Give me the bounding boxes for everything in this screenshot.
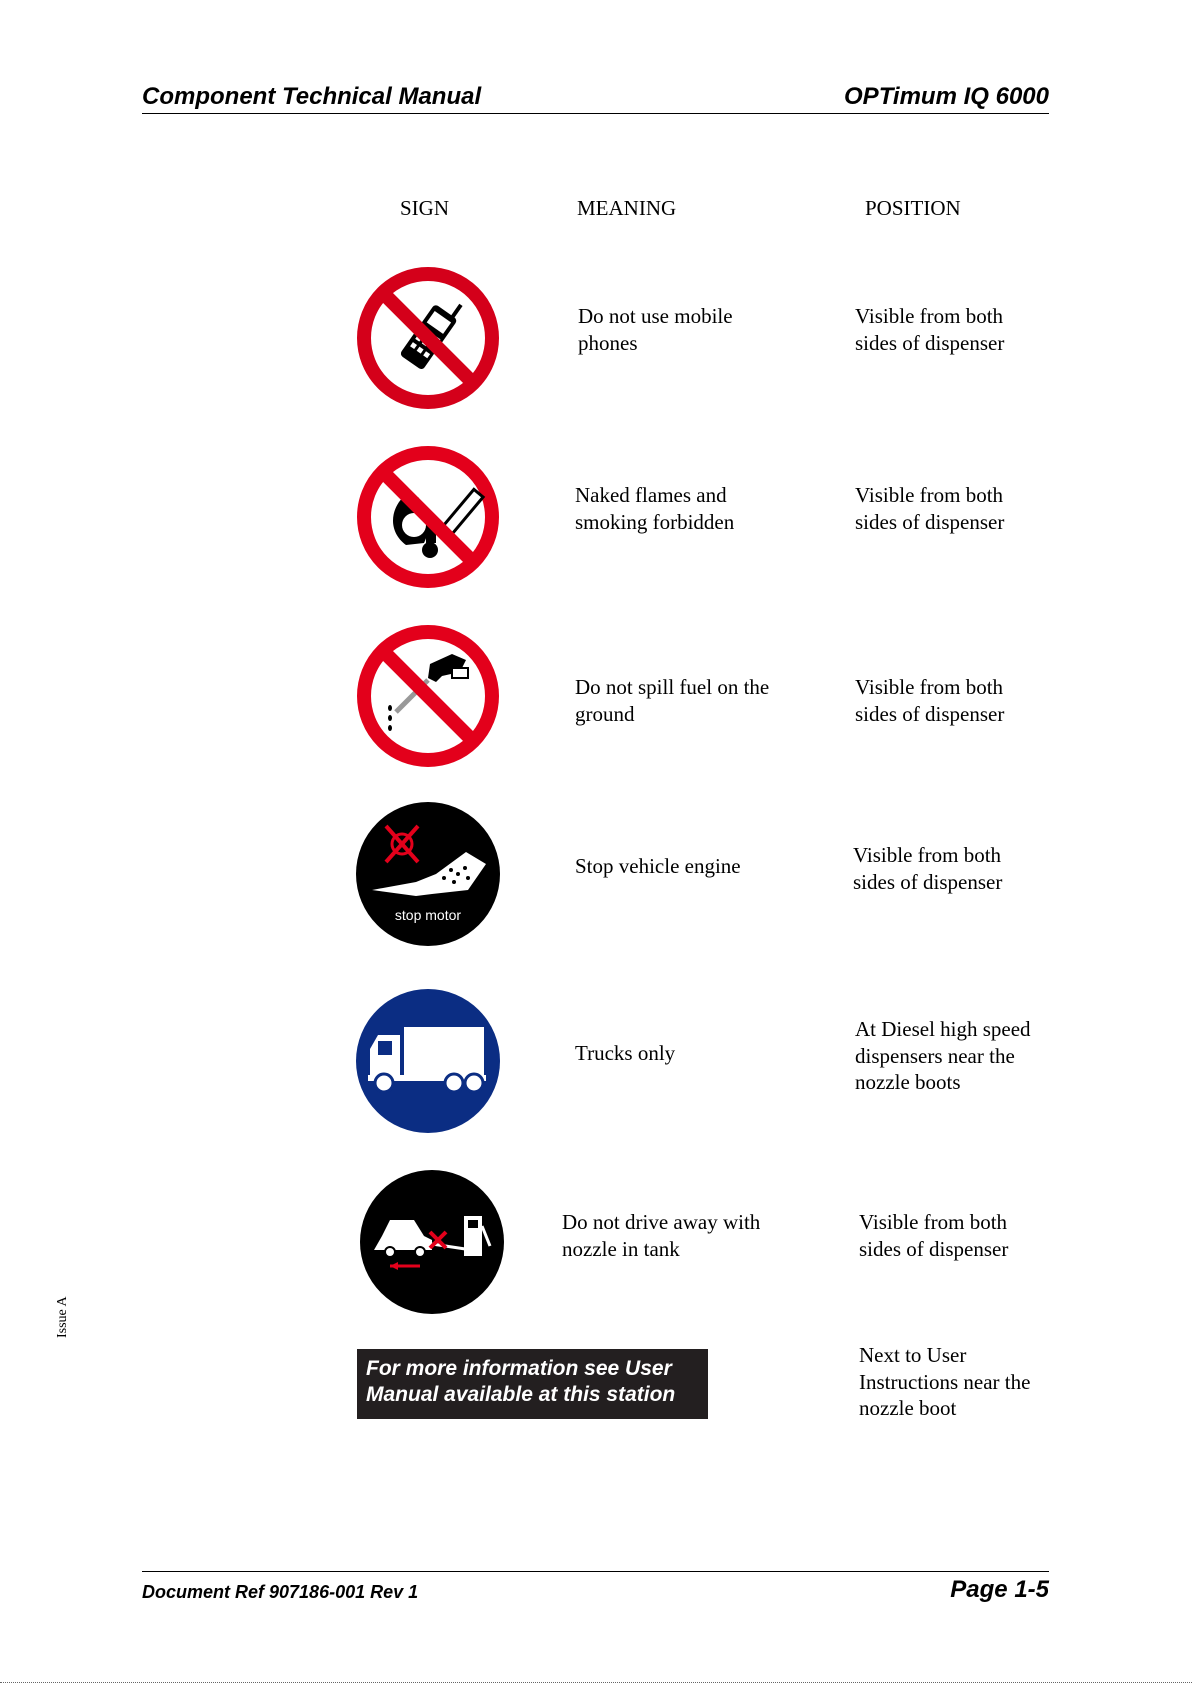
position-text: Visible from both sides of dispenser — [853, 843, 1003, 894]
column-heading-meaning: MEANING — [577, 196, 677, 220]
column-heading-sign: SIGN — [400, 196, 450, 220]
position-text: At Diesel high speed dispensers near the nozzle boots — [855, 1017, 1031, 1094]
product-title: OPTimum IQ 6000 — [844, 83, 1049, 110]
meaning-text: Naked flames and smoking forbidden — [575, 483, 735, 534]
meaning-text: Do not drive away with nozzle in tank — [562, 1210, 761, 1261]
position-text: Visible from both sides of dispenser — [855, 304, 1005, 355]
user-manual-banner: For more information see User Manual available at this station — [357, 1349, 708, 1419]
manual-title: Component Technical Manual — [142, 83, 482, 110]
stop-motor-caption: stop motor — [394, 907, 462, 923]
footer-rule — [142, 1571, 1049, 1572]
no-flames-smoking-icon — [356, 445, 500, 589]
header-rule — [142, 113, 1049, 114]
position-text: Next to User Instructions near the nozzle boot — [859, 1343, 1031, 1420]
meaning-text: Stop vehicle engine — [575, 854, 741, 878]
page-number: Page 1-5 — [950, 1576, 1049, 1603]
position-text: Visible from both sides of dispenser — [855, 483, 1005, 534]
trucks-only-icon — [356, 989, 500, 1133]
page-edge — [0, 1682, 1192, 1683]
position-text: Visible from both sides of dispenser — [859, 1210, 1009, 1261]
issue-note-text: Issue A — [55, 1296, 70, 1338]
column-heading-position: POSITION — [865, 196, 961, 220]
meaning-text: Do not spill fuel on the ground — [575, 675, 770, 726]
no-fuel-spill-icon — [356, 624, 500, 768]
meaning-text: Trucks only — [575, 1041, 676, 1065]
position-text: Visible from both sides of dispenser — [855, 675, 1005, 726]
meaning-text: Do not use mobile phones — [578, 304, 733, 355]
stop-motor-icon — [356, 802, 500, 946]
no-mobile-phones-icon — [356, 266, 500, 410]
document-reference: Document Ref 907186-001 Rev 1 — [142, 1582, 419, 1602]
no-drive-away-with-nozzle-icon — [360, 1170, 504, 1314]
